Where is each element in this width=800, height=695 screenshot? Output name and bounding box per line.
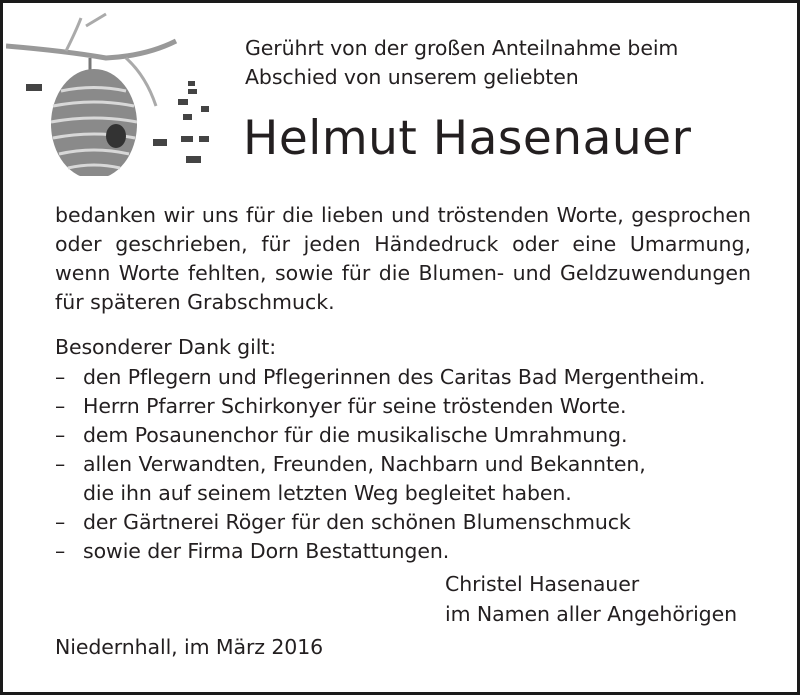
thanks-item-continued: die ihn auf seinem letzten Weg begleitet haben. xyxy=(83,481,572,505)
thanks-item: allen Verwandten, Freunden, Nachbarn und Bekannten, xyxy=(83,452,646,476)
deceased-name: Helmut Hasenauer xyxy=(243,111,692,166)
dash: – xyxy=(55,539,66,563)
thanks-item: den Pflegern und Pflegerinnen des Caritas Bad Mergentheim. xyxy=(83,365,706,389)
dash: – xyxy=(55,365,66,389)
intro-line-2: Abschied von unserem geliebten xyxy=(245,65,579,89)
thanks-item: der Gärtnerei Röger für den schönen Blumenschmuck xyxy=(83,510,631,534)
dash: – xyxy=(55,452,66,476)
dash: – xyxy=(55,394,66,418)
paragraph-line: wenn Worte fehlten, sowie für die Blumen- und Geldzuwendungen xyxy=(55,261,751,285)
paragraph-line: oder geschrieben, für jeden Händedruck oder eine Umarmung, xyxy=(55,232,751,256)
dash: – xyxy=(55,510,66,534)
paragraph-line: bedanken wir uns für die lieben und tröstenden Worte, gesprochen xyxy=(55,203,751,227)
thanks-item: Herrn Pfarrer Schirkonyer für seine tröstenden Worte. xyxy=(83,394,627,418)
thanks-item: dem Posaunenchor für die musikalische Umrahmung. xyxy=(83,423,628,447)
thanks-item: sowie der Firma Dorn Bestattungen. xyxy=(83,539,450,563)
notice xyxy=(3,3,797,692)
thanks-heading: Besonderer Dank gilt: xyxy=(55,335,277,359)
beehive-illustration xyxy=(6,6,236,176)
signature-name: Christel Hasenauer xyxy=(445,572,640,596)
paragraph-line: für späteren Grabschmuck. xyxy=(55,290,335,314)
dash: – xyxy=(55,423,66,447)
place-date: Niedernhall, im März 2016 xyxy=(55,635,324,659)
intro-line-1: Gerührt von der großen Anteilnahme beim xyxy=(245,36,679,60)
signature-note: im Namen aller Angehörigen xyxy=(445,602,737,626)
